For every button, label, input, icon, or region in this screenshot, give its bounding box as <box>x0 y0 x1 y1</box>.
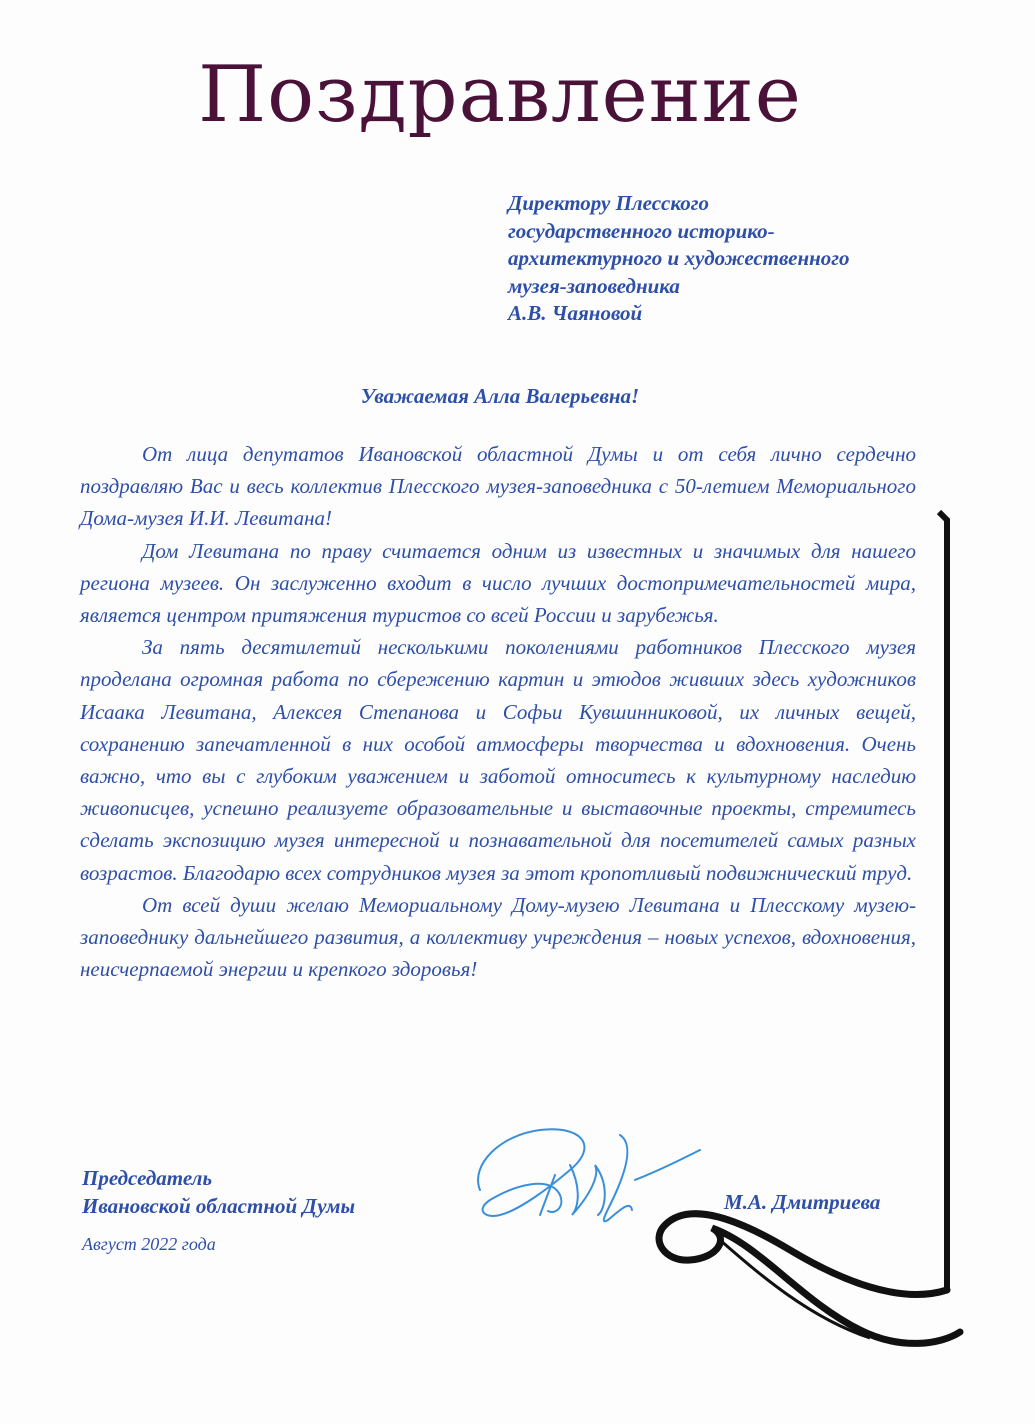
body-paragraph: За пять десятилетий несколькими поколениями работников Плесского музея проделана огромная работа по сбережению картин и этюдов живших здесь художников Исаака Левитана, Алексея Степанова и Софьи Кувшинниковой, их личных вещей, сохранению запечатленной в них особой атмосферы творчества и вдохновения. Очень важно, что вы с глубоким уважением и заботой относитесь к культурному наследию живописцев, успешно реализуете образовательные и выставочные проекты, стремитесь сделать экспозицию музея интересной и познавательной для посетителей самых разных возрастов. Благодарю всех сотрудников музея за этот кропотливый подвижнический труд. <box>80 635 916 885</box>
signatory-title-line: Председатель <box>82 1166 213 1190</box>
signatory-title <box>82 1164 355 1220</box>
addressee-line: Директору Плесского <box>508 191 709 215</box>
addressee-line: А.В. Чаяновой <box>508 301 643 325</box>
addressee-block <box>508 190 948 328</box>
handwritten-signature <box>460 1115 710 1235</box>
signatory-title-line: Ивановской областной Думы <box>82 1194 356 1218</box>
addressee-line: государственного историко- <box>508 218 775 243</box>
addressee-line: архитектурного и художественного <box>508 246 850 270</box>
ribbon-swirl-shadow <box>720 1240 870 1338</box>
body-paragraph: От всей души желаю Мемориальному Дому-музею Левитана и Плесскому музею-заповеднику дальнейшего развития, а коллективу учреждения – новых успехов, вдохновения, неисчерпаемой энергии и крепкого здоровья! <box>80 892 916 982</box>
signatory-name: М.А. Дмитриева <box>724 1190 881 1214</box>
letter-body <box>80 438 916 985</box>
body-paragraph: Дом Левитана по праву считается одним из известных и значимых для нашего региона музеев. Он заслуженно входит в число лучших достопримечательностей мира, является центром притяжения туристов со всей России и зарубежья. <box>80 538 916 628</box>
ribbon-vertical-line <box>939 512 947 1292</box>
addressee-line: музея-заповедника <box>508 273 680 298</box>
page-title: Поздравление <box>198 50 802 140</box>
body-paragraph: От лица депутатов Ивановской областной Думы и от себя лично сердечно поздравляю Вас и весь коллектив Плесского музея-заповедника с 50-летием Мемориального Дома-музея И.И. Левитана! <box>80 442 916 531</box>
salutation: Уважаемая Алла Валерьевна! <box>360 384 640 408</box>
letter-date: Август 2022 года <box>82 1234 216 1254</box>
